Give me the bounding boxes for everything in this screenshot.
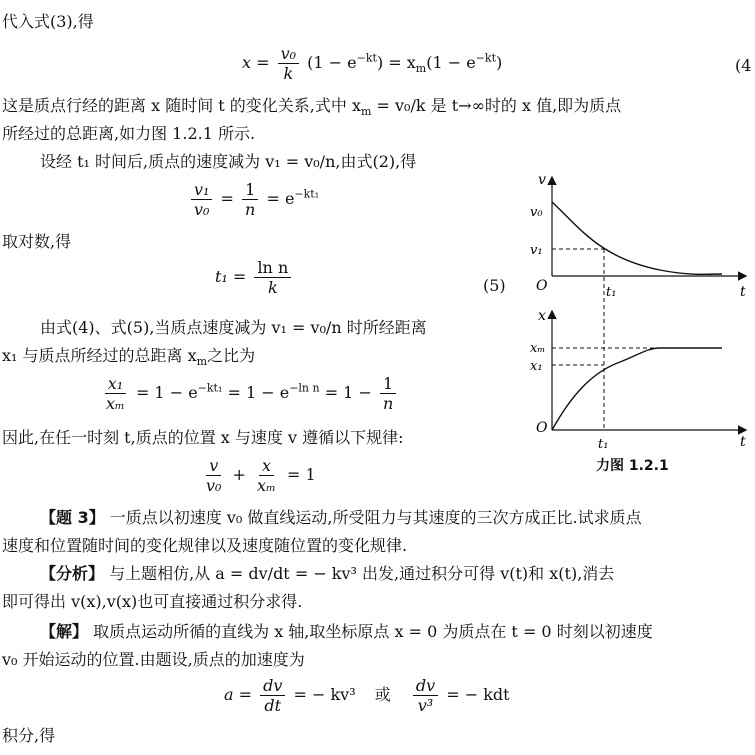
velocity-curve bbox=[552, 202, 722, 274]
text-line: 因此,在任一时刻 t,质点的位置 x 与速度 v 遵循以下规律: bbox=[2, 428, 404, 447]
equation-sum: $\frac{v}{\text{v₀}}$ + $\frac{x}{\text{xₘ}}$ = 1 bbox=[206, 456, 316, 495]
text-line: 由式(4)、式(5),当质点速度减为 v₁ = v₀/n 时所经距离 bbox=[40, 318, 427, 337]
equation-4: x = $\frac{\text{v₀}}{k}$ $(1 - e^{-kt}) = x_m(1 - e^{-kt})$ bbox=[242, 44, 503, 83]
text-line: v₀ 开始运动的位置.由题设,质点的加速度为 bbox=[2, 650, 305, 669]
text-line: 所经过的总距离,如力图 1.2.1 所示. bbox=[2, 124, 256, 143]
v-axis-label: v bbox=[538, 172, 546, 188]
solution: 【解】 取质点运动所循的直线为 x 轴,取坐标原点 x = 0 为质点在 t = 0 时刻以初速度 bbox=[40, 622, 653, 641]
x-axis-label: x bbox=[538, 308, 546, 324]
text-line: 速度和位置随时间的变化规律以及速度随位置的变化规律. bbox=[2, 536, 408, 555]
x1-label: x₁ bbox=[530, 359, 543, 374]
text-line: 设经 t₁ 时间后,质点的速度减为 v₁ = v₀/n,由式(2),得 bbox=[40, 152, 417, 171]
text-line: 这是质点行经的距离 x 随时间 t 的变化关系,式中 $x_m = v_0/k$ 是 t→∞时的 x 值,即为质点 bbox=[2, 96, 622, 119]
figure-1-2-1 bbox=[520, 168, 755, 453]
v0-label: v₀ bbox=[530, 205, 543, 220]
text-line: 即可得出 v(x),v(x)也可直接通过积分求得. bbox=[2, 592, 303, 611]
origin-bottom: O bbox=[536, 420, 548, 436]
problem-3: 【题 3】 一质点以初速度 v₀ 做直线运动,所受阻力与其速度的三次方成正比.试求质点 bbox=[40, 508, 642, 527]
analysis: 【分析】 与上题相仿,从 a = dv/dt = − kv³ 出发,通过积分可得 v(t)和 x(t),消去 bbox=[40, 564, 615, 583]
t-label-bottom: t bbox=[740, 434, 746, 450]
equation-distance-ratio: $\frac{\text{x₁}}{\text{xₘ}}$ = $1 - e^{-kt_1} = 1 - e^{-ln n} = 1$ − $\frac{1}{n}$ bbox=[100, 374, 399, 413]
t-label-top: t bbox=[740, 284, 746, 300]
text-line: 积分,得 bbox=[2, 726, 56, 745]
v1-label: v₁ bbox=[530, 243, 543, 258]
equation-number: (5) bbox=[483, 276, 506, 295]
equation-5: t₁ = $\frac{\text{ln n}}{k}$ bbox=[215, 258, 294, 297]
origin-top: O bbox=[536, 278, 548, 294]
position-curve bbox=[552, 348, 722, 430]
xm-label: xₘ bbox=[530, 341, 546, 356]
figure-caption: 力图 1.2.1 bbox=[596, 458, 669, 474]
equation-acceleration: a = $\frac{dv}{dt}$ = − kv³ 或 $\frac{dv}{\text{v³}}$ = − kdt bbox=[224, 676, 510, 715]
text-line: 取对数,得 bbox=[2, 232, 72, 251]
text-line: x₁ 与质点所经过的总距离 $x_m$之比为 bbox=[2, 346, 256, 369]
t1-label-top: t₁ bbox=[606, 285, 617, 300]
text-line: 代入式(3),得 bbox=[2, 12, 94, 31]
equation-velocity-ratio: $\frac{\text{v₁}}{\text{v₀}}$ = $\frac{1}{n}$ = $e^{-kt_1}$ bbox=[188, 180, 319, 219]
t1-label-bottom: t₁ bbox=[598, 437, 609, 452]
equation-number: (4 bbox=[735, 56, 752, 75]
